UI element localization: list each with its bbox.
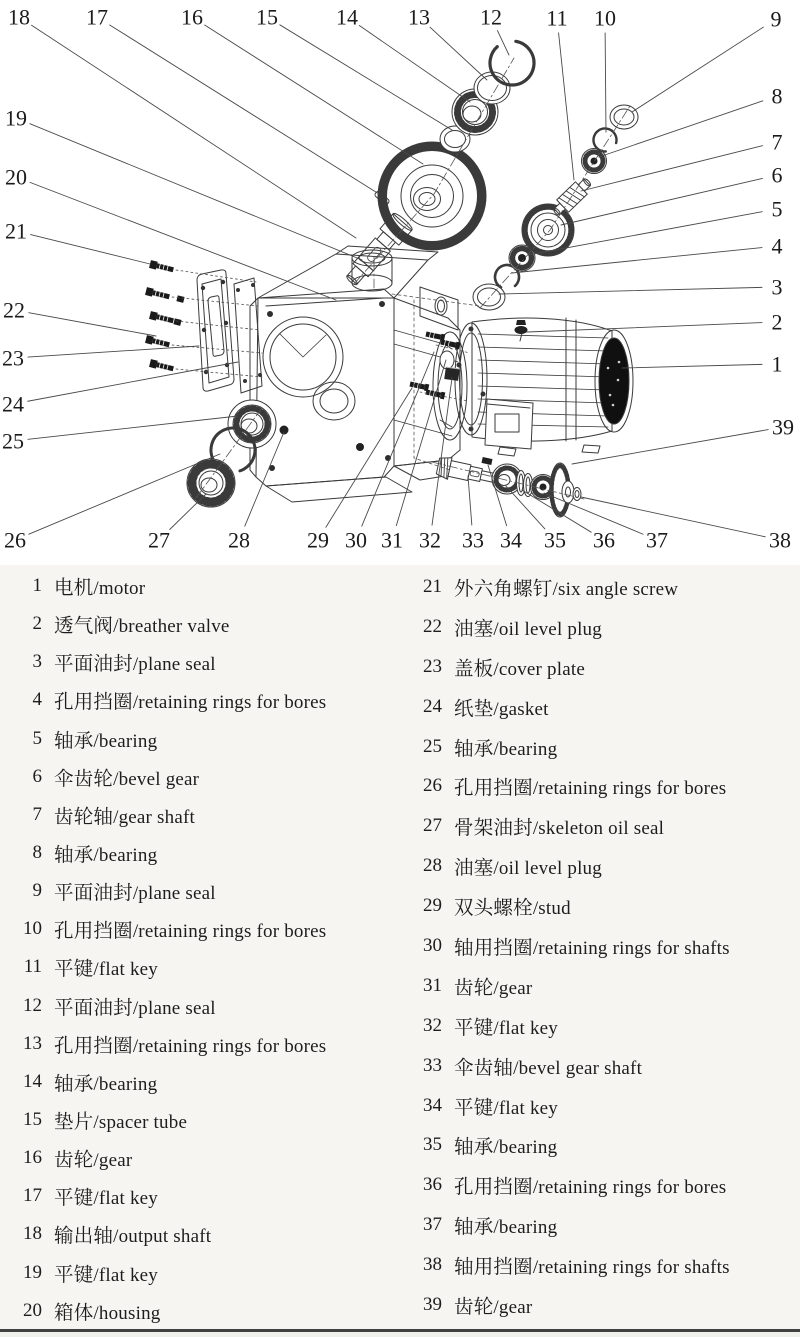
part-label: 齿轮轴/gear shaft <box>54 806 195 828</box>
leader-line-21 <box>31 235 150 264</box>
part-name-english: motor <box>98 578 146 600</box>
part-number: 23 <box>423 655 442 677</box>
leader-line-3 <box>499 287 762 294</box>
leader-line-10 <box>605 33 606 132</box>
callout-number-6: 6 <box>771 162 783 188</box>
part-name-chinese: 伞齿轮 <box>54 768 114 790</box>
parts-list-item <box>0 948 398 986</box>
part-name-english: flat key <box>498 1017 558 1039</box>
part-number: 24 <box>423 695 442 717</box>
part-name-english: gear <box>498 1296 533 1318</box>
callout-number-31: 31 <box>381 527 403 553</box>
part-name-english: oil level plug <box>498 618 602 640</box>
part-name-chinese: 轴承 <box>54 730 94 752</box>
part-number: 27 <box>423 815 442 837</box>
callout-number-37: 37 <box>646 527 668 553</box>
part-name-english: gear <box>98 1150 133 1172</box>
part-name-chinese: 箱体 <box>54 1302 94 1324</box>
part-name-english: housing <box>98 1302 161 1324</box>
part-name-english: plane seal <box>138 997 216 1019</box>
part-name-chinese: 轴承 <box>454 1217 494 1239</box>
leader-line-13 <box>430 27 487 80</box>
part-label: 轴承/bearing <box>54 1073 158 1095</box>
callout-number-5: 5 <box>771 196 783 222</box>
part-name-chinese: 轴承 <box>54 845 94 867</box>
leader-line-23 <box>28 346 199 357</box>
part-number: 28 <box>423 855 442 877</box>
part-name-chinese: 平面油封 <box>54 654 133 676</box>
part-name-chinese: 透气阀 <box>54 616 114 638</box>
callout-number-11: 11 <box>546 5 568 31</box>
part-label: 轴承/bearing <box>54 730 158 752</box>
screw-alignment-dotted-lines <box>172 270 262 377</box>
part-name-english: bearing <box>98 730 158 752</box>
part-label: 伞齿轮/bevel gear <box>54 768 200 790</box>
part-label: 油塞/oil level plug <box>454 858 602 880</box>
parts-list-item <box>398 647 798 687</box>
part-label: 平键/flat key <box>454 1097 558 1119</box>
part-name-english: bearing <box>98 1073 158 1095</box>
leader-line-20 <box>30 182 336 300</box>
part-number: 11 <box>23 956 42 978</box>
leader-line-11 <box>559 33 574 180</box>
parts-list-item <box>398 727 798 767</box>
part-number: 29 <box>423 895 442 917</box>
part-number: 13 <box>23 1032 42 1054</box>
callout-number-8: 8 <box>771 83 783 109</box>
parts-list-item <box>0 1101 398 1139</box>
part-name-chinese: 平键 <box>454 1017 494 1039</box>
callout-number-1: 1 <box>771 351 783 377</box>
part-number: 32 <box>423 1014 442 1036</box>
leader-line-6 <box>561 178 762 225</box>
part-name-english: flat key <box>498 1097 558 1119</box>
leader-line-39 <box>572 430 768 464</box>
parts-list-item <box>0 796 398 834</box>
part-name-english: bearing <box>498 1217 558 1239</box>
part-name-chinese: 平键 <box>54 1264 94 1286</box>
part-name-chinese: 电机 <box>54 578 94 600</box>
part-label: 平键/flat key <box>54 1264 158 1286</box>
part-number: 10 <box>23 918 42 940</box>
part-label: 轴用挡圈/retaining rings for shafts <box>454 1257 730 1279</box>
parts-list-item <box>398 966 798 1006</box>
leader-line-18 <box>32 25 356 238</box>
part-number: 38 <box>423 1254 442 1276</box>
part-number: 9 <box>32 880 42 902</box>
part-label: 孔用挡圈/retaining rings for bores <box>454 1177 727 1199</box>
retaining-ring-13 <box>474 72 510 104</box>
part-name-english: cover plate <box>498 658 585 680</box>
parts-list-item <box>398 1285 798 1325</box>
part-name-chinese: 齿轮 <box>454 977 494 999</box>
callout-number-12: 12 <box>480 4 502 30</box>
leader-line-29 <box>326 388 412 527</box>
parts-list-item <box>0 872 398 910</box>
leader-line-7 <box>581 146 762 191</box>
part-name-chinese: 双头螺栓 <box>454 898 533 920</box>
part-name-english: bevel gear shaft <box>518 1057 643 1079</box>
part-label: 平面油封/plane seal <box>54 654 216 676</box>
part-label: 轴承/bearing <box>454 1137 558 1159</box>
part-label: 轴用挡圈/retaining rings for shafts <box>454 937 730 959</box>
part-name-chinese: 孔用挡圈 <box>454 1177 533 1199</box>
part-name-english: skeleton oil seal <box>538 818 665 840</box>
part-number: 19 <box>23 1261 42 1283</box>
part-number: 39 <box>423 1293 442 1315</box>
part-name-chinese: 孔用挡圈 <box>454 778 533 800</box>
callout-layer <box>2 5 794 553</box>
part-number: 37 <box>423 1214 442 1236</box>
part-label: 平键/flat key <box>454 1017 558 1039</box>
callout-number-7: 7 <box>771 129 783 155</box>
part-name-chinese: 齿轮轴 <box>54 806 114 828</box>
callout-number-9: 9 <box>770 6 782 32</box>
parts-list-item <box>0 567 398 605</box>
callout-number-39: 39 <box>772 414 794 440</box>
part-number: 1 <box>32 575 42 597</box>
part-name-english: six angle screw <box>558 578 679 600</box>
parts-list-item <box>398 1125 798 1165</box>
part-number: 5 <box>32 727 42 749</box>
callout-number-25: 25 <box>2 428 24 454</box>
part-name-english: flat key <box>98 1188 158 1210</box>
part-label: 油塞/oil level plug <box>454 618 602 640</box>
parts-list-item <box>0 758 398 796</box>
parts-list-item <box>0 1292 398 1330</box>
part-label: 孔用挡圈/retaining rings for bores <box>454 778 727 800</box>
part-name-english: plane seal <box>138 654 216 676</box>
part-label: 平面油封/plane seal <box>54 883 216 905</box>
part-name-english: plane seal <box>138 883 216 905</box>
part-name-english: gear <box>498 977 533 999</box>
parts-list-item <box>0 1025 398 1063</box>
parts-list-item <box>398 567 798 607</box>
retaining-ring-38 <box>573 488 581 501</box>
part-number: 4 <box>32 689 42 711</box>
callout-number-16: 16 <box>181 4 203 30</box>
part-name-chinese: 外六角螺钉 <box>454 578 553 600</box>
callout-number-2: 2 <box>771 309 783 335</box>
callout-number-20: 20 <box>5 164 27 190</box>
part-label: 平面油封/plane seal <box>54 997 216 1019</box>
part-label: 盖板/cover plate <box>454 658 585 680</box>
leader-line-19 <box>30 124 362 260</box>
callout-number-30: 30 <box>345 527 367 553</box>
parts-list-item <box>398 1006 798 1046</box>
part-name-chinese: 伞齿轴 <box>454 1057 514 1079</box>
part-name-english: bevel gear <box>118 768 200 790</box>
part-name-english: retaining rings for bores <box>538 778 727 800</box>
callout-number-38: 38 <box>769 527 791 553</box>
parts-list-item <box>0 834 398 872</box>
parts-list-left-column <box>0 567 398 1330</box>
leader-line-22 <box>29 313 156 336</box>
part-name-english: retaining rings for bores <box>138 692 327 714</box>
part-name-chinese: 平面油封 <box>54 883 133 905</box>
callout-number-3: 3 <box>771 274 783 300</box>
part-number: 20 <box>23 1299 42 1321</box>
callout-number-15: 15 <box>256 4 278 30</box>
part-name-english: retaining rings for bores <box>138 1035 327 1057</box>
leader-line-14 <box>359 26 470 102</box>
parts-list-item <box>0 1254 398 1292</box>
part-name-chinese: 骨架油封 <box>454 818 533 840</box>
part-label: 骨架油封/skeleton oil seal <box>454 818 665 840</box>
parts-list-item <box>398 926 798 966</box>
part-name-english: bearing <box>98 845 158 867</box>
plane-seal-9 <box>610 105 638 129</box>
part-number: 34 <box>423 1094 442 1116</box>
callout-number-26: 26 <box>4 527 26 553</box>
parts-list-item <box>398 1086 798 1126</box>
parts-list <box>0 565 800 1330</box>
part-name-chinese: 垫片 <box>54 1112 94 1134</box>
parts-list-item <box>398 1245 798 1285</box>
part-name-english: output shaft <box>118 1226 212 1248</box>
parts-list-item <box>0 1063 398 1101</box>
parts-list-item <box>398 607 798 647</box>
callout-number-22: 22 <box>3 297 25 323</box>
breather-valve <box>515 320 528 341</box>
large-gear-16 <box>378 142 486 250</box>
part-name-english: bearing <box>498 738 558 760</box>
part-label: 轴承/bearing <box>454 1217 558 1239</box>
parts-list-item <box>398 687 798 727</box>
part-name-chinese: 轴用挡圈 <box>454 937 533 959</box>
part-number: 8 <box>32 842 42 864</box>
parts-list-item <box>398 806 798 846</box>
callout-number-32: 32 <box>419 527 441 553</box>
part-name-english: retaining rings for shafts <box>538 937 730 959</box>
part-label: 透气阀/breather valve <box>54 616 230 638</box>
part-name-chinese: 输出轴 <box>54 1226 114 1248</box>
parts-list-item <box>0 1215 398 1253</box>
part-name-chinese: 轴承 <box>454 1137 494 1159</box>
part-name-chinese: 轴用挡圈 <box>454 1257 533 1279</box>
part-label: 伞齿轴/bevel gear shaft <box>454 1057 643 1079</box>
part-number: 26 <box>423 775 442 797</box>
part-label: 孔用挡圈/retaining rings for bores <box>54 692 327 714</box>
callout-number-10: 10 <box>594 5 616 31</box>
callout-number-23: 23 <box>2 345 24 371</box>
parts-list-item <box>0 987 398 1025</box>
callout-number-18: 18 <box>8 4 30 30</box>
callout-number-14: 14 <box>336 4 358 30</box>
part-name-english: flat key <box>98 959 158 981</box>
leader-line-27 <box>170 494 206 530</box>
parts-list-item <box>0 681 398 719</box>
part-label: 齿轮/gear <box>454 1296 533 1318</box>
part-name-chinese: 孔用挡圈 <box>54 921 133 943</box>
part-label: 外六角螺钉/six angle screw <box>454 578 679 600</box>
part-name-english: retaining rings for bores <box>138 921 327 943</box>
callout-number-13: 13 <box>408 4 430 30</box>
leader-line-9 <box>632 27 763 112</box>
part-label: 输出轴/output shaft <box>54 1226 212 1248</box>
leader-line-15 <box>280 25 452 130</box>
part-number: 35 <box>423 1134 442 1156</box>
callout-number-21: 21 <box>5 218 27 244</box>
part-name-english: gear shaft <box>118 806 195 828</box>
leader-line-32 <box>432 378 452 525</box>
parts-list-item <box>0 720 398 758</box>
part-number: 3 <box>32 651 42 673</box>
parts-list-item <box>398 1165 798 1205</box>
callout-number-17: 17 <box>86 4 108 30</box>
parts-list-item <box>398 1046 798 1086</box>
exploded-view-diagram <box>0 0 800 565</box>
motor <box>455 318 633 456</box>
part-name-chinese: 平键 <box>54 959 94 981</box>
callout-number-29: 29 <box>307 527 329 553</box>
part-label: 孔用挡圈/retaining rings for bores <box>54 921 327 943</box>
part-number: 14 <box>23 1070 42 1092</box>
parts-list-item <box>398 886 798 926</box>
part-number: 17 <box>23 1185 42 1207</box>
part-number: 22 <box>423 615 442 637</box>
part-name-chinese: 轴承 <box>54 1073 94 1095</box>
part-number: 2 <box>32 613 42 635</box>
part-name-english: gasket <box>498 698 549 720</box>
callout-number-35: 35 <box>544 527 566 553</box>
part-number: 30 <box>423 934 442 956</box>
part-number: 18 <box>23 1223 42 1245</box>
callout-number-27: 27 <box>148 527 170 553</box>
part-name-chinese: 平键 <box>54 1188 94 1210</box>
parts-list-item <box>398 846 798 886</box>
callout-number-4: 4 <box>771 233 783 259</box>
part-number: 31 <box>423 974 442 996</box>
leader-line-33 <box>468 476 472 525</box>
leader-line-12 <box>497 31 509 55</box>
part-name-chinese: 平面油封 <box>54 997 133 1019</box>
part-label: 平键/flat key <box>54 959 158 981</box>
callout-number-33: 33 <box>462 527 484 553</box>
flat-key-34 <box>481 457 492 465</box>
parts-list-item <box>0 1177 398 1215</box>
callout-number-19: 19 <box>5 105 27 131</box>
leader-line-1 <box>622 364 762 368</box>
parts-list-item <box>398 1205 798 1245</box>
parts-list-item <box>0 910 398 948</box>
part-name-english: breather valve <box>118 616 230 638</box>
part-number: 25 <box>423 735 442 757</box>
oil-plug-dot <box>356 443 364 451</box>
callout-number-36: 36 <box>593 527 615 553</box>
part-label: 轴承/bearing <box>454 738 558 760</box>
part-number: 21 <box>423 575 442 597</box>
part-label: 电机/motor <box>54 578 146 600</box>
cover-plate <box>197 270 234 391</box>
part-label: 双头螺栓/stud <box>454 898 571 920</box>
parts-list-item <box>0 643 398 681</box>
part-name-english: oil level plug <box>498 858 602 880</box>
part-name-english: bearing <box>498 1137 558 1159</box>
leader-line-2 <box>527 323 762 332</box>
part-label: 孔用挡圈/retaining rings for bores <box>54 1035 327 1057</box>
parts-list-right-column <box>398 567 798 1325</box>
part-number: 6 <box>32 765 42 787</box>
part-label: 平键/flat key <box>54 1188 158 1210</box>
part-name-chinese: 纸垫 <box>454 698 494 720</box>
part-name-english: flat key <box>98 1264 158 1286</box>
skeleton-oil-seal-27 <box>187 459 235 507</box>
hidden-gear-31 <box>440 351 454 369</box>
leader-line-30 <box>362 352 434 526</box>
part-number: 12 <box>23 994 42 1016</box>
callout-number-28: 28 <box>228 527 250 553</box>
parts-list-item <box>0 605 398 643</box>
part-number: 7 <box>32 803 42 825</box>
bottom-margin <box>0 1332 800 1337</box>
parts-list-item <box>0 1139 398 1177</box>
parts-list-item <box>398 766 798 806</box>
part-name-english: spacer tube <box>98 1112 188 1134</box>
part-name-chinese: 油塞 <box>454 858 494 880</box>
leader-line-24 <box>28 362 238 401</box>
part-label: 箱体/housing <box>54 1302 161 1324</box>
part-name-english: retaining rings for shafts <box>538 1257 730 1279</box>
part-name-english: stud <box>538 898 571 920</box>
part-name-chinese: 平键 <box>454 1097 494 1119</box>
callout-number-24: 24 <box>2 391 24 417</box>
part-name-chinese: 盖板 <box>454 658 494 680</box>
part-label: 纸垫/gasket <box>454 698 549 720</box>
leader-line-25 <box>28 416 238 439</box>
part-name-english: retaining rings for bores <box>538 1177 727 1199</box>
part-name-chinese: 轴承 <box>454 738 494 760</box>
part-label: 齿轮/gear <box>454 977 533 999</box>
part-number: 33 <box>423 1054 442 1076</box>
part-number: 36 <box>423 1174 442 1196</box>
part-number: 15 <box>23 1109 42 1131</box>
part-number: 16 <box>23 1147 42 1169</box>
callout-number-34: 34 <box>500 527 522 553</box>
exploded-assembly-drawing <box>0 0 800 565</box>
part-name-chinese: 孔用挡圈 <box>54 692 133 714</box>
part-name-chinese: 孔用挡圈 <box>54 1035 133 1057</box>
part-label: 齿轮/gear <box>54 1150 133 1172</box>
part-label: 轴承/bearing <box>54 845 158 867</box>
part-name-chinese: 齿轮 <box>454 1296 494 1318</box>
part-name-chinese: 齿轮 <box>54 1150 94 1172</box>
part-label: 垫片/spacer tube <box>54 1112 188 1134</box>
part-name-chinese: 油塞 <box>454 618 494 640</box>
hex-screws <box>145 260 185 373</box>
